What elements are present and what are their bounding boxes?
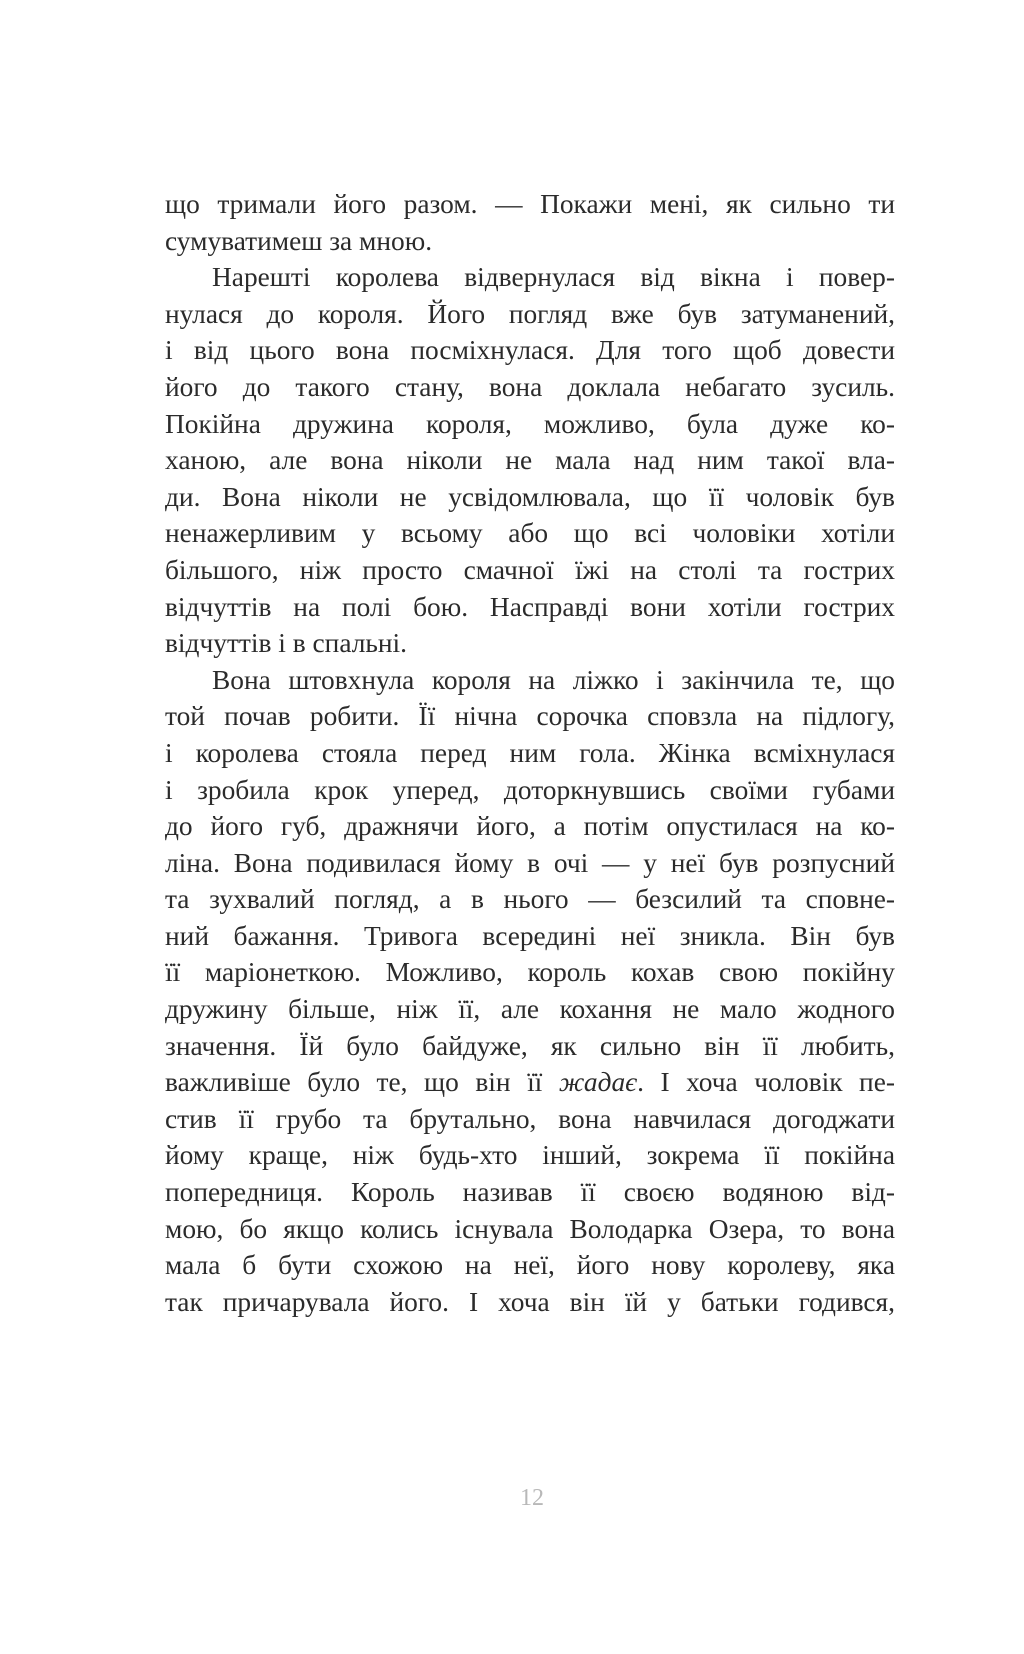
text-line: значення. Їй було байдуже, як сильно він її любить,: [165, 1030, 895, 1061]
text-line: більшого, ніж просто смачної їжі на столі та гострих: [165, 554, 895, 585]
emphasis: жадає: [558, 1067, 638, 1098]
text-line: йому краще, ніж будь-хто інший, зокрема її покійна: [165, 1140, 895, 1171]
text-line: сумуватимеш за мною.: [165, 225, 433, 256]
page-number: 12: [520, 1485, 544, 1511]
text-line: та зухвалий погляд, а в нього — безсилий та сповне-: [165, 884, 895, 915]
text-line: відчуттів і в спальні.: [165, 628, 408, 659]
text-line: нулася до короля. Його погляд вже був затуманений,: [165, 298, 895, 329]
text-line: її маріонеткою. Можливо, король кохав свою покійну: [165, 957, 895, 988]
text-line: так причарувала його. І хоча він їй у батьки годився,: [165, 1286, 895, 1317]
text-line: мою, бо якщо колись існувала Володарка Озера, то вона: [165, 1213, 895, 1244]
text-line: Нарешті королева відвернулася від вікна і повер-: [212, 262, 895, 293]
text-line: Покійна дружина короля, можливо, була дуже ко-: [165, 408, 895, 439]
text-line: і зробила крок уперед, доторкнувшись своїми губами: [165, 774, 895, 805]
text-line: що тримали його разом. — Покажи мені, як сильно ти: [165, 189, 895, 219]
text-line: ліна. Вона подивилася йому в очі — у неї був розпусний: [165, 847, 895, 878]
text-line: Вона штовхнула короля на ліжко і закінчила те, що: [212, 664, 895, 695]
text-line: стив її грубо та брутально, вона навчилася догоджати: [165, 1103, 895, 1134]
text-line: ди. Вона ніколи не усвідомлювала, що її чоловік був: [165, 481, 895, 512]
text-line: мала б бути схожою на неї, його нову королеву, яка: [165, 1250, 895, 1281]
text-line: відчуттів на полі бою. Насправді вони хотіли гострих: [165, 591, 895, 622]
text-line: і королева стояла перед ним гола. Жінка всміхнулася: [165, 737, 895, 768]
text-line: ханою, але вона ніколи не мала над ним такої вла-: [165, 445, 895, 476]
text-line: той почав робити. Її нічна сорочка сповзла на підлогу,: [165, 701, 895, 732]
body-text: [165, 186, 895, 1320]
text-line: до його губ, дражнячи його, а потім опустилася на ко-: [165, 811, 895, 842]
text-line: попередниця. Король називав її своєю водяною від-: [165, 1177, 895, 1208]
text-line: ненажерливим у всьому або що всі чоловіки хотіли: [165, 518, 895, 549]
text-line: ний бажання. Тривога всередині неї зникла. Він був: [165, 920, 895, 951]
text-line: і від цього вона посміхнулася. Для того щоб довести: [165, 335, 895, 366]
text-line: важливіше було те, що він її жадає. І хоча чоловік пе-: [165, 1067, 895, 1098]
text-line: дружину більше, ніж її, але кохання не мало жодного: [165, 994, 895, 1025]
text-line: його до такого стану, вона доклала небагато зусиль.: [165, 371, 895, 402]
